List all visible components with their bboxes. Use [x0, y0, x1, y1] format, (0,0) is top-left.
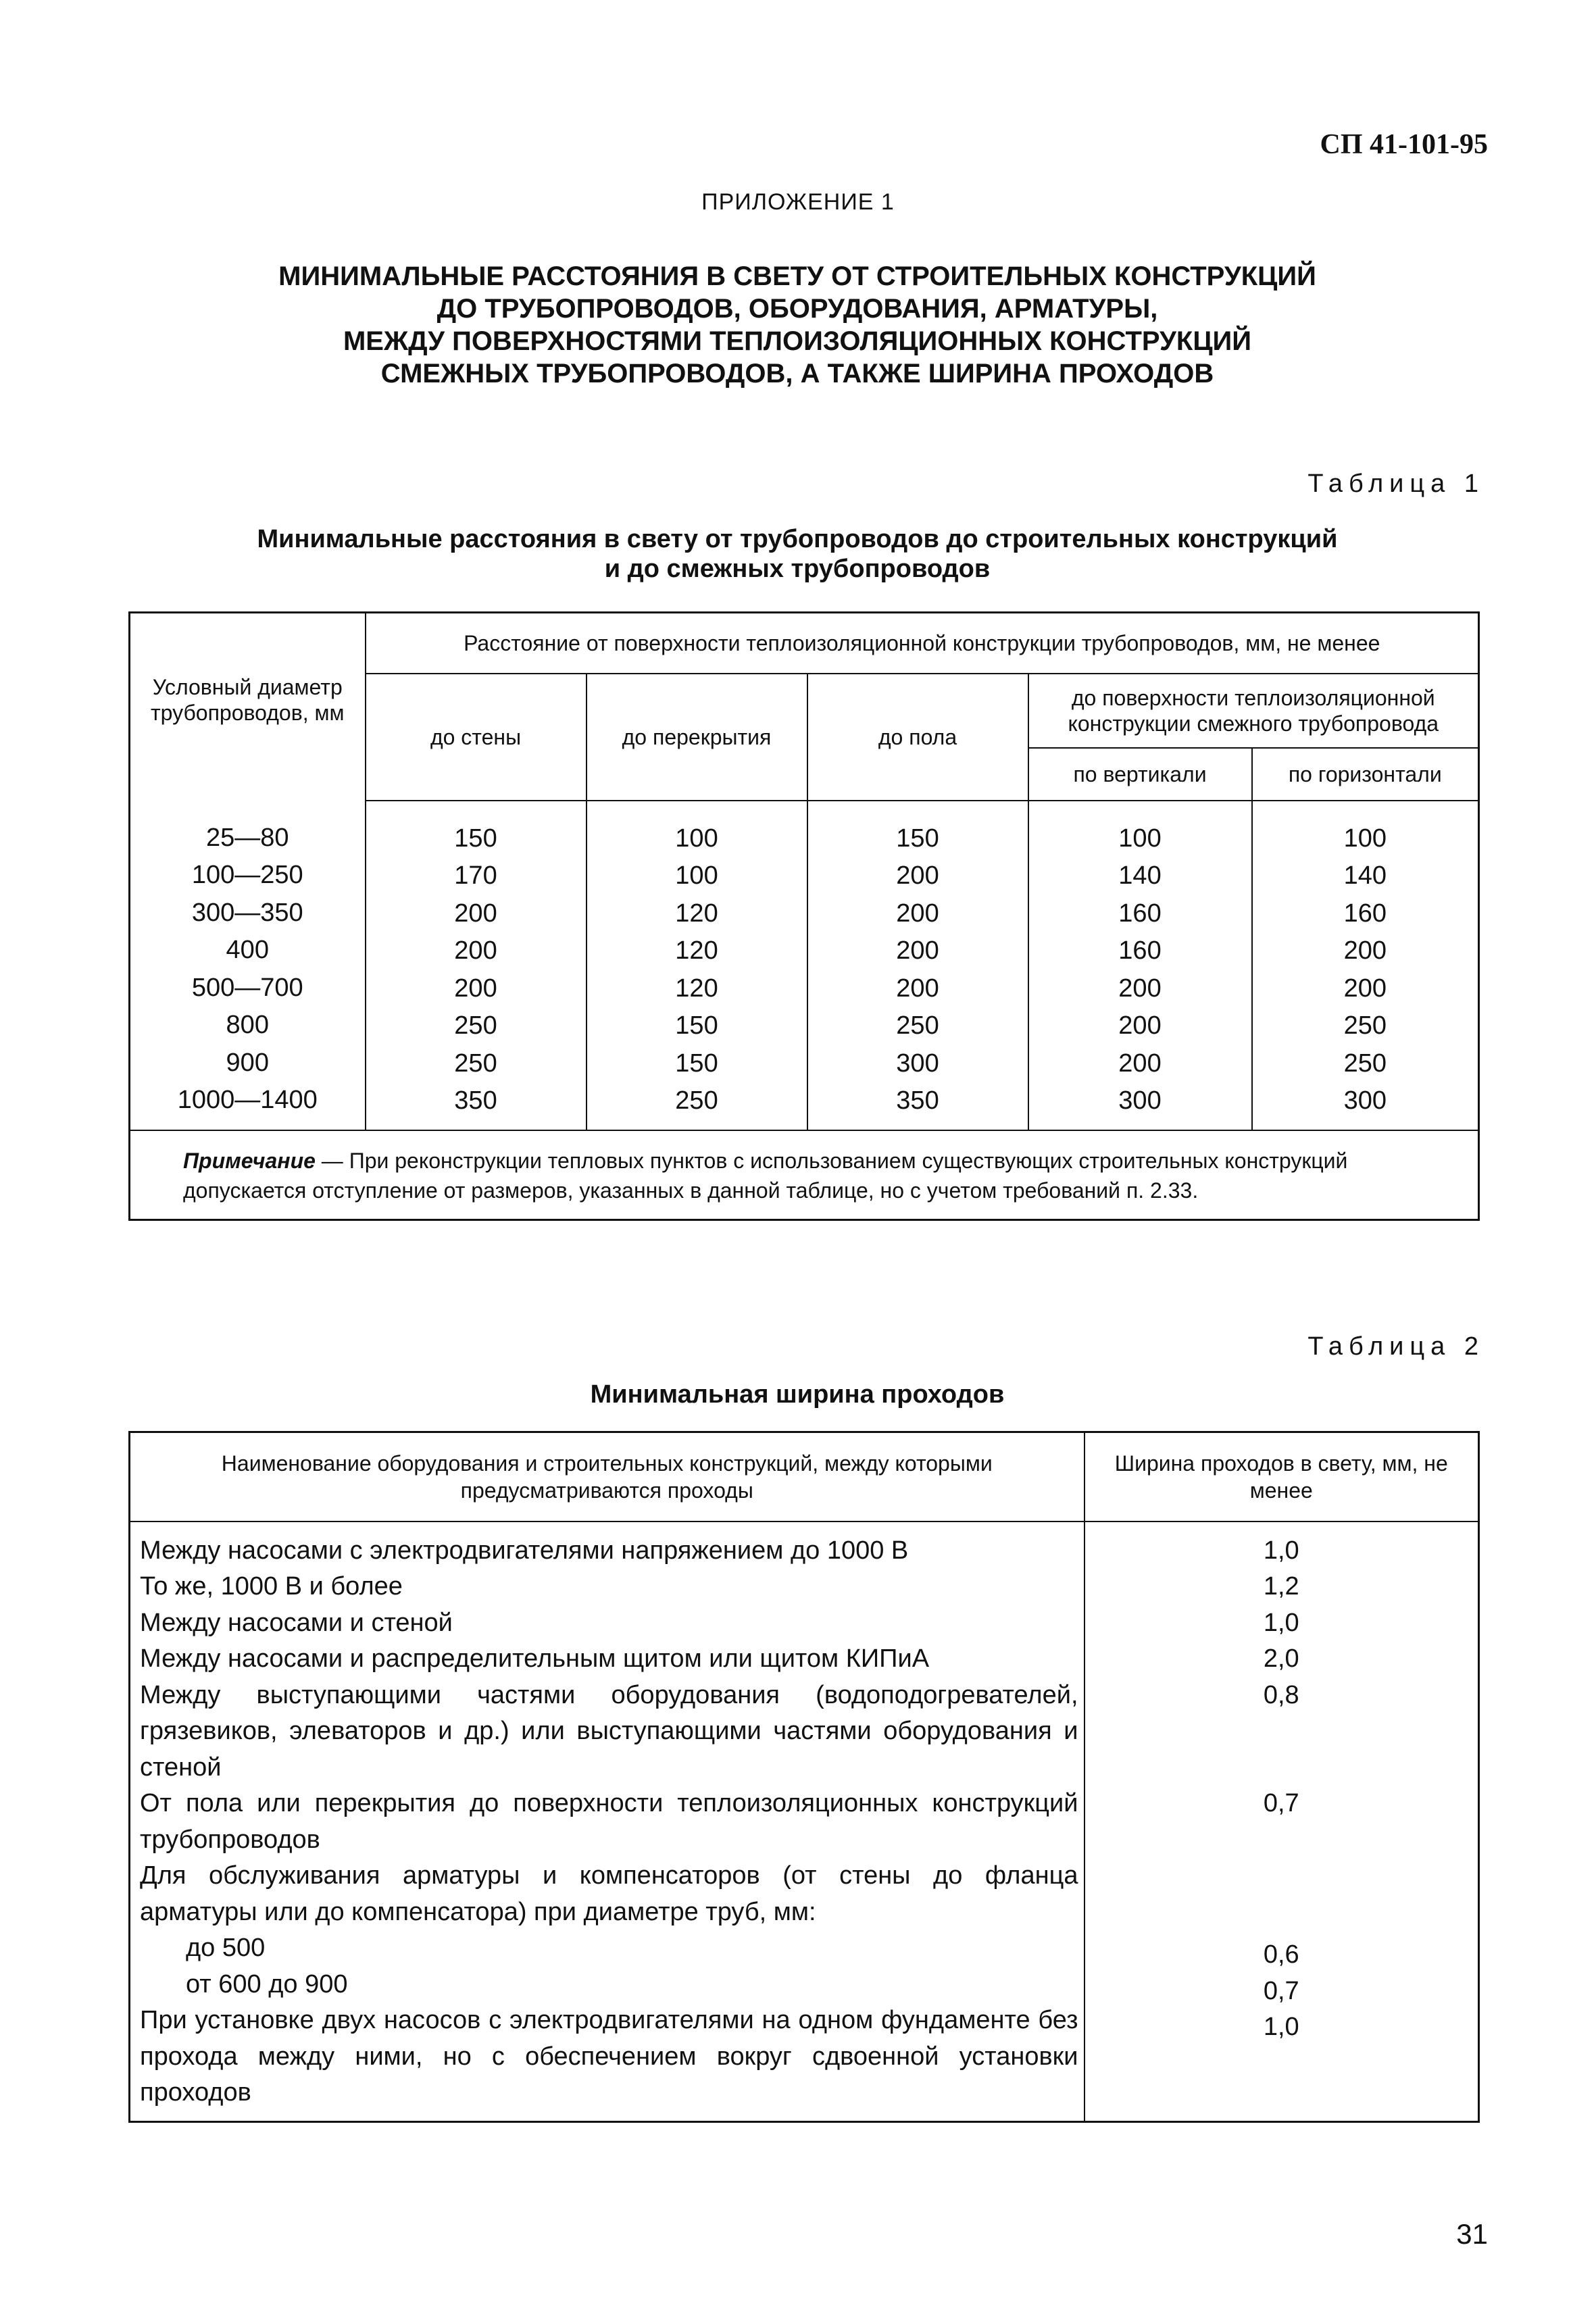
value-cell: 0,7 [1263, 1789, 1299, 1817]
cell: 120 [675, 974, 718, 1003]
cell: 300 [1118, 1086, 1162, 1115]
value-cell: 1,0 [1263, 1536, 1299, 1565]
main-title [203, 260, 1392, 390]
cell: 140 [1118, 861, 1162, 890]
cell: 200 [454, 974, 497, 1003]
cell: 350 [454, 1086, 497, 1115]
table-row: Между насосами и распределительным щитом или щитом КИПиА [140, 1644, 930, 1673]
cell: 160 [1343, 899, 1387, 928]
col-header-floor: до пола [807, 674, 1028, 801]
main-title-line: ДО ТРУБОПРОВОДОВ, ОБОРУДОВАНИЯ, АРМАТУРЫ, [437, 294, 1158, 324]
cell: 120 [675, 899, 718, 928]
table-row: Для обслуживания арматуры и компенсаторов (от стены до фланца арматуры или до компенсатора) при диаметре труб, мм: [140, 1861, 1078, 1926]
column-horizontal [1252, 801, 1479, 1130]
table-row: То же, 1000 В и более [140, 1572, 403, 1601]
appendix-label: ПРИЛОЖЕНИЕ 1 [701, 189, 895, 215]
table-row: до 500 [186, 1934, 266, 1962]
cell: 250 [1343, 1049, 1387, 1078]
cell: 150 [675, 1011, 718, 1040]
main-title-line: МЕЖДУ ПОВЕРХНОСТЯМИ ТЕПЛОИЗОЛЯЦИОННЫХ КОНСТРУКЦИЙ [343, 326, 1252, 356]
document-code: СП 41-101-95 [1320, 129, 1488, 160]
page-number: 31 [1456, 2218, 1488, 2250]
cell: 200 [1343, 974, 1387, 1003]
cell: 800 [226, 1011, 269, 1039]
cell: 200 [896, 974, 939, 1003]
cell: 140 [1343, 861, 1387, 890]
cell: 300—350 [191, 898, 303, 927]
table-row: При установке двух насосов с электродвигателями на одном фундаменте без прохода между ними, но с обеспечением вокруг сдвоенной установки проходов [140, 2006, 1078, 2107]
cell: 200 [1118, 1049, 1162, 1078]
table1 [128, 611, 1480, 1221]
col-header-name: Наименование оборудования и строительных конструкций, между которыми предусматриваются проходы [130, 1432, 1084, 1521]
note-label: Примечание [183, 1148, 316, 1173]
cell: 250 [454, 1011, 497, 1040]
cell: 250 [454, 1049, 497, 1078]
value-cell: 2,0 [1263, 1644, 1299, 1673]
table-row: Между насосами и стеной [140, 1608, 453, 1637]
cell: 250 [896, 1011, 939, 1040]
cell: 500—700 [191, 973, 303, 1002]
cell: 120 [675, 936, 718, 965]
table1-title-line: Минимальные расстояния в свету от трубопроводов до строительных конструкций [257, 525, 1338, 553]
column-vertical [1028, 801, 1252, 1130]
column-floor [807, 801, 1028, 1130]
col-header-wall: до стены [366, 674, 587, 801]
table-row: от 600 до 900 [186, 1969, 348, 1998]
table1-title [162, 524, 1432, 584]
note-text: — При реконструкции тепловых пунктов с использованием существующих строительных конструкций допускается отступление от размеров, указанных в данной таблице, но с учетом требований п. 2.33. [183, 1148, 1348, 1203]
main-title-line: СМЕЖНЫХ ТРУБОПРОВОДОВ, А ТАКЖЕ ШИРИНА ПРОХОДОВ [380, 359, 1214, 388]
table2-title: Минимальная ширина проходов [590, 1380, 1005, 1409]
value-cell [1085, 1858, 1478, 1930]
cell: 150 [675, 1049, 718, 1078]
value-cell: 0,8 [1263, 1680, 1299, 1709]
table1-title-line: и до смежных трубопроводов [604, 555, 991, 583]
spacer [1085, 1930, 1478, 1937]
cell: 250 [1343, 1011, 1387, 1040]
cell: 100—250 [191, 861, 303, 889]
cell: 200 [896, 936, 939, 965]
cell: 100 [675, 824, 718, 853]
cell: 400 [226, 936, 269, 964]
column-ceiling [587, 801, 807, 1130]
cell: 100 [1343, 824, 1387, 853]
cell: 150 [896, 824, 939, 853]
cell: 170 [454, 861, 497, 890]
cell: 200 [454, 936, 497, 965]
cell: 200 [1118, 974, 1162, 1003]
cell: 200 [1343, 936, 1387, 965]
names-column [130, 1521, 1084, 2122]
column-wall [366, 801, 587, 1130]
table1-label: Таблица 1 [1307, 470, 1485, 498]
values-column [1084, 1521, 1479, 2122]
table-row: Между выступающими частями оборудования (водоподогревателей, грязевиков, элеваторов и др.) или выступающими частями оборудования и стеной [140, 1680, 1078, 1782]
value-cell: 0,6 [1263, 1940, 1299, 1969]
cell: 200 [896, 861, 939, 890]
value-cell: 1,0 [1263, 1608, 1299, 1637]
col-header-adjacent: до поверхности теплоизоляционной конструкции смежного трубопровода [1028, 674, 1479, 748]
cell: 160 [1118, 936, 1162, 965]
cell: 200 [1118, 1011, 1162, 1040]
value-cell: 1,2 [1263, 1572, 1299, 1601]
cell: 100 [675, 861, 718, 890]
table-row: От пола или перекрытия до поверхности теплоизоляционных конструкций трубопроводов [140, 1789, 1078, 1854]
cell: 25—80 [205, 823, 289, 852]
cell: 300 [896, 1049, 939, 1078]
col-header-horizontal: по горизонтали [1252, 748, 1479, 801]
cell: 250 [675, 1086, 718, 1115]
col-header-vertical: по вертикали [1028, 748, 1252, 801]
col-header-group: Расстояние от поверхности теплоизоляционной конструкции трубопроводов, мм, не менее [366, 613, 1479, 674]
main-title-line: МИНИМАЛЬНЫЕ РАССТОЯНИЯ В СВЕТУ ОТ СТРОИТЕЛЬНЫХ КОНСТРУКЦИЙ [278, 261, 1316, 291]
value-cell: 1,0 [1263, 2013, 1299, 2041]
cell: 150 [454, 824, 497, 853]
cell: 350 [896, 1086, 939, 1115]
column-diameter [130, 801, 366, 1130]
table1-note [130, 1130, 1479, 1220]
cell: 200 [896, 899, 939, 928]
cell: 300 [1343, 1086, 1387, 1115]
table2-label: Таблица 2 [1307, 1332, 1485, 1361]
cell: 200 [454, 899, 497, 928]
col-header-width: Ширина проходов в свету, мм, не менее [1084, 1432, 1479, 1521]
cell: 1000—1400 [177, 1086, 318, 1114]
cell: 100 [1118, 824, 1162, 853]
value-cell: 0,7 [1263, 1976, 1299, 2005]
col-header-diameter: Условный диаметр трубопроводов, мм [130, 613, 366, 801]
cell: 900 [226, 1048, 269, 1077]
table-row: Между насосами с электродвигателями напряжением до 1000 В [140, 1536, 909, 1565]
table2 [128, 1431, 1480, 2123]
col-header-ceiling: до перекрытия [587, 674, 807, 801]
cell: 160 [1118, 899, 1162, 928]
